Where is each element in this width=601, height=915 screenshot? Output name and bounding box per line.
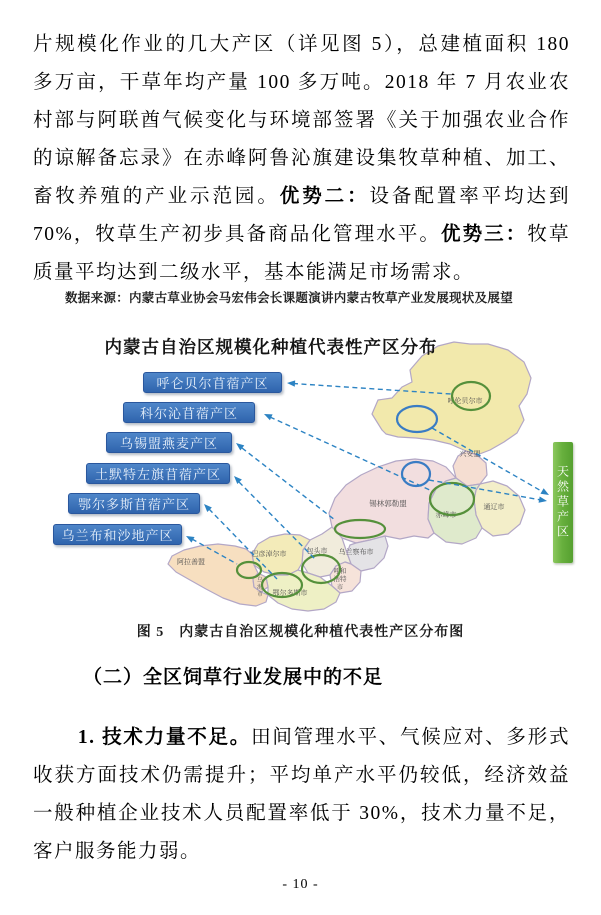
- label-hulunbuir-alfalfa: 呼仑贝尔苜蓿产区: [143, 372, 282, 393]
- paragraph1-text-3: 牧草质量平均达到二级水平，基本能满足市场需求。: [33, 223, 570, 283]
- paragraph1-text: 片规模化作业的几大产区（详见图 5），总建植面积 180 多万亩，干草年均产量 100 多万吨。2018 年 7 月农业农村部与阿联酋气候变化与环境部签署《关于加强农业合作的谅解备忘录》在赤峰阿鲁沁旗建设集牧草种植、加工、畜牧养殖的产业示范园。: [33, 33, 570, 207]
- page-number: - 10 -: [282, 877, 319, 892]
- arrowhead-ulanbuh: [184, 533, 194, 542]
- city-label-hohhot-1: 呼和: [333, 568, 347, 575]
- advantage-3-lead: 优势三：: [440, 223, 528, 245]
- city-label-hohhot-2: 浩特: [333, 576, 347, 583]
- city-label-hulunbuir: 呼伦贝尔市: [447, 398, 483, 405]
- city-label-baotou: 包头市: [306, 548, 328, 555]
- city-label-bayannur: 巴彦淖尔市: [251, 551, 287, 558]
- natural-grass-bar: [553, 442, 573, 563]
- figure-map-inner-mongolia: [30, 330, 571, 616]
- label-ulanbuh-sand: 乌兰布和沙地产区: [53, 524, 182, 545]
- body-paragraph-1: [33, 26, 570, 292]
- city-label-tongliao: 通辽市: [483, 504, 505, 511]
- city-label-xilingol: 锡林郭勒盟: [369, 499, 407, 508]
- advantage-2-lead: 优势二：: [279, 185, 370, 207]
- natural-grass-bar-label: 天然草产区: [555, 465, 570, 540]
- city-label-wuhai-1: 乌: [256, 578, 264, 584]
- city-label-hohhot-3: 市: [336, 584, 344, 591]
- label-horqin-alfalfa: 科尔沁苜蓿产区: [123, 402, 255, 423]
- arrowhead-hulunbuir: [287, 380, 295, 387]
- arrowhead-horqin: [263, 411, 273, 420]
- paragraph1-text-2: 设备配置率平均达到 70%，牧草生产初步具备商品化管理水平。: [33, 185, 570, 245]
- figure-title: 内蒙古自治区规模化种植代表性产区分布: [104, 337, 438, 357]
- figure-caption: 图 5 内蒙古自治区规模化种植代表性产区分布图: [136, 625, 465, 640]
- city-label-wuhai-3: 市: [256, 592, 264, 598]
- label-tumd-alfalfa: 土默特左旗苜蓿产区: [86, 463, 230, 484]
- data-source-note: 数据来源：内蒙古草业协会马宏伟会长课题演讲内蒙古牧草产业发展现状及展望: [65, 291, 514, 305]
- label-wuxi-oat: 乌锡盟燕麦产区: [106, 432, 232, 453]
- city-label-ulanqab: 乌兰察布市: [338, 549, 374, 556]
- city-label-hinggan: 兴安盟: [459, 451, 481, 458]
- arrow-line-wuxi-oat: [242, 448, 335, 520]
- arrowhead-grassbar-2: [539, 496, 548, 504]
- arrowhead-grassbar-1: [540, 488, 550, 498]
- paragraph2-text: 田间管理水平、气候应对、多形式收获方面技术仍需提升；平均单产水平仍较低，经济效益一般种植企业技术人员配置率低于 30%，技术力量不足，客户服务能力弱。: [33, 726, 570, 862]
- label-ordos-alfalfa: 鄂尔多斯苜蓿产区: [68, 493, 200, 514]
- city-label-chifeng: 赤峰市: [435, 512, 457, 519]
- city-label-ordos: 鄂尔多斯市: [272, 590, 308, 597]
- section-heading: （二）全区饲草行业发展中的不足: [83, 667, 384, 688]
- body-paragraph-2: [33, 719, 570, 871]
- city-label-alxa: 阿拉善盟: [177, 559, 205, 566]
- paragraph2-lead: 1. 技术力量不足。: [77, 726, 252, 748]
- city-label-wuhai-2: 海: [256, 585, 264, 591]
